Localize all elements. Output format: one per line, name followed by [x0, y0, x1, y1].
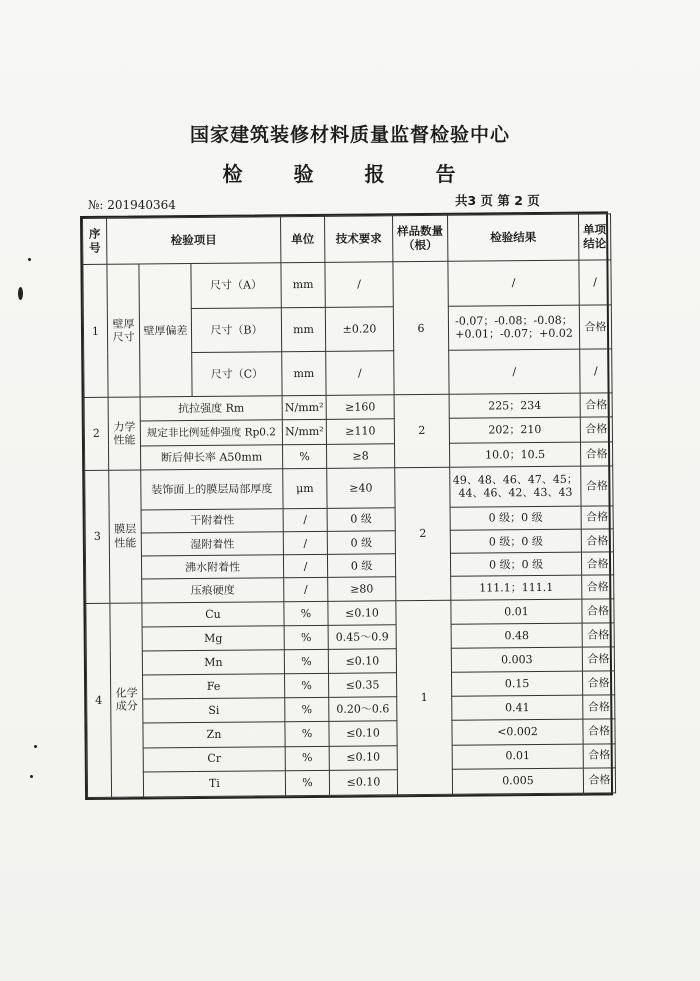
- item-unit: mm: [282, 351, 326, 396]
- scan-speck: [30, 775, 33, 778]
- item-result: 0 级；0 级: [450, 529, 581, 553]
- item-unit: μm: [283, 468, 327, 509]
- item-name: Fe: [143, 674, 285, 699]
- item-name: 装饰面上的膜层局部厚度: [141, 468, 283, 510]
- item-unit: %: [285, 746, 329, 771]
- report-title: 检 验 报 告: [222, 162, 478, 186]
- item-result: 202；210: [449, 418, 580, 443]
- table-row: [83, 260, 611, 309]
- item-conclusion: /: [580, 349, 612, 394]
- header-conclusion: 单项结论: [579, 214, 611, 261]
- group-category: 膜层性能: [109, 470, 142, 603]
- item-requirement: /: [326, 351, 394, 396]
- item-conclusion: 合格: [582, 575, 614, 598]
- item-name: 尺寸（C）: [192, 352, 282, 397]
- item-unit: %: [285, 722, 329, 747]
- page-info: 共3 页 第 2 页: [455, 193, 540, 208]
- item-result: 0.48: [451, 623, 582, 648]
- item-unit: mm: [281, 263, 325, 308]
- table-row: [87, 768, 615, 798]
- item-unit: /: [283, 508, 327, 532]
- scan-speck: [34, 745, 37, 748]
- item-name: 沸水附着性: [141, 555, 283, 579]
- item-unit: /: [284, 578, 328, 602]
- group-subcategory: 壁厚偏差: [139, 264, 192, 397]
- header-result: 检验结果: [448, 214, 579, 261]
- item-result: -0.07；-0.08；-0.08；+0.01；-0.07；+0.02: [448, 305, 579, 350]
- item-conclusion: 合格: [581, 552, 613, 575]
- item-result: 0.41: [452, 695, 583, 720]
- item-unit: %: [285, 770, 329, 796]
- item-result: /: [449, 349, 580, 394]
- group-number: 1: [83, 265, 108, 398]
- item-requirement: ≥80: [328, 577, 396, 601]
- item-unit: %: [285, 698, 329, 723]
- item-result: 49、48、46、47、45；44、46、42、43、43: [450, 466, 581, 507]
- item-conclusion: 合格: [582, 647, 614, 671]
- report-number: №: 201940364: [88, 198, 176, 212]
- item-conclusion: 合格: [582, 598, 614, 622]
- item-unit: %: [285, 673, 329, 698]
- item-unit: %: [284, 649, 328, 674]
- item-requirement: 0.20～0.6: [329, 697, 397, 722]
- item-result: 0.01: [451, 599, 582, 624]
- item-conclusion: 合格: [583, 743, 615, 767]
- item-name: 尺寸（B）: [191, 307, 281, 352]
- item-name: 尺寸（A）: [191, 263, 281, 308]
- item-requirement: 0 级: [327, 554, 395, 578]
- header-requirement: 技术要求: [325, 216, 393, 263]
- inspection-table: [80, 211, 613, 800]
- scan-speck: [18, 287, 23, 300]
- item-result: 0 级；0 级: [450, 552, 581, 576]
- item-name: Mg: [142, 625, 284, 650]
- item-conclusion: /: [579, 260, 611, 305]
- table-row: [85, 466, 613, 511]
- group-number: 4: [86, 603, 112, 798]
- item-name: Ti: [143, 770, 285, 797]
- item-requirement: /: [325, 262, 393, 307]
- item-requirement: ≤0.10: [328, 600, 396, 625]
- item-result: 111.1；111.1: [451, 576, 582, 600]
- item-requirement: ±0.20: [325, 306, 393, 351]
- item-name: Zn: [143, 722, 285, 747]
- item-name: 抗拉强度 Rm: [140, 396, 282, 421]
- item-unit: /: [283, 531, 327, 555]
- item-name: Cu: [142, 601, 284, 626]
- header-row: [83, 214, 611, 265]
- item-requirement: ≥110: [326, 419, 394, 444]
- item-result: 0 级；0 级: [450, 506, 581, 530]
- item-requirement: ≤0.10: [328, 649, 396, 674]
- item-name: 规定非比例延伸强度 Rp0.2: [140, 420, 282, 445]
- item-name: 湿附着性: [141, 532, 283, 556]
- scan-speck: [28, 258, 31, 261]
- item-requirement: ≥8: [326, 443, 394, 468]
- item-requirement: ≤0.10: [329, 721, 397, 746]
- item-conclusion: 合格: [582, 623, 614, 647]
- item-result: 10.0；10.5: [449, 442, 580, 467]
- item-requirement: 0.45～0.9: [328, 624, 396, 649]
- item-result: 225；234: [449, 393, 580, 418]
- item-conclusion: 合格: [581, 529, 613, 552]
- item-conclusion: 合格: [581, 466, 613, 507]
- item-result: 0.01: [452, 744, 583, 769]
- item-name: 断后伸长率 A50mm: [141, 444, 283, 469]
- item-requirement: 0 级: [327, 531, 395, 555]
- header-seq: 序号: [83, 218, 107, 265]
- item-name: Mn: [142, 650, 284, 675]
- group-sample-qty: 2: [394, 394, 450, 467]
- item-unit: N/mm²: [282, 396, 326, 421]
- item-unit: /: [283, 555, 327, 579]
- item-requirement: ≥40: [327, 467, 395, 508]
- item-conclusion: 合格: [583, 719, 615, 743]
- item-name: Cr: [143, 746, 285, 771]
- item-requirement: ≤0.35: [329, 673, 397, 698]
- item-conclusion: 合格: [580, 393, 612, 417]
- item-requirement: ≤0.10: [329, 745, 397, 770]
- item-conclusion: 合格: [580, 441, 612, 465]
- item-requirement: ≥160: [326, 395, 394, 420]
- group-number: 2: [84, 397, 109, 470]
- group-sample-qty: 6: [393, 262, 449, 395]
- item-conclusion: 合格: [583, 768, 615, 794]
- header-sample-qty: 样品数量（根）: [393, 215, 448, 262]
- item-unit: %: [282, 444, 326, 469]
- item-unit: N/mm²: [282, 420, 326, 445]
- item-result: <0.002: [452, 719, 583, 744]
- organization-title: 国家建筑装修材料质量监督检验中心: [189, 124, 510, 146]
- group-sample-qty: 1: [396, 600, 453, 795]
- item-conclusion: 合格: [579, 304, 611, 349]
- header-item: 检验项目: [107, 217, 281, 265]
- item-name: Si: [143, 698, 285, 723]
- item-result: 0.003: [451, 647, 582, 672]
- item-conclusion: 合格: [581, 506, 613, 529]
- item-result: /: [448, 260, 579, 305]
- item-unit: %: [284, 601, 328, 626]
- item-conclusion: 合格: [582, 671, 614, 695]
- group-sample-qty: 2: [395, 467, 451, 600]
- item-requirement: 0 级: [327, 508, 395, 532]
- item-conclusion: 合格: [583, 695, 615, 719]
- item-unit: %: [284, 625, 328, 650]
- item-conclusion: 合格: [580, 417, 612, 441]
- item-name: 干附着性: [141, 509, 283, 533]
- item-name: 压痕硬度: [142, 578, 284, 602]
- item-result: 0.005: [452, 768, 583, 794]
- item-unit: mm: [281, 307, 325, 352]
- item-result: 0.15: [451, 671, 582, 696]
- group-number: 3: [85, 470, 110, 603]
- group-category: 化学成分: [110, 603, 144, 798]
- group-category: 力学性能: [108, 397, 141, 470]
- group-category: 壁厚尺寸: [107, 264, 140, 397]
- item-requirement: ≤0.10: [329, 769, 397, 795]
- header-unit: 单位: [281, 216, 325, 263]
